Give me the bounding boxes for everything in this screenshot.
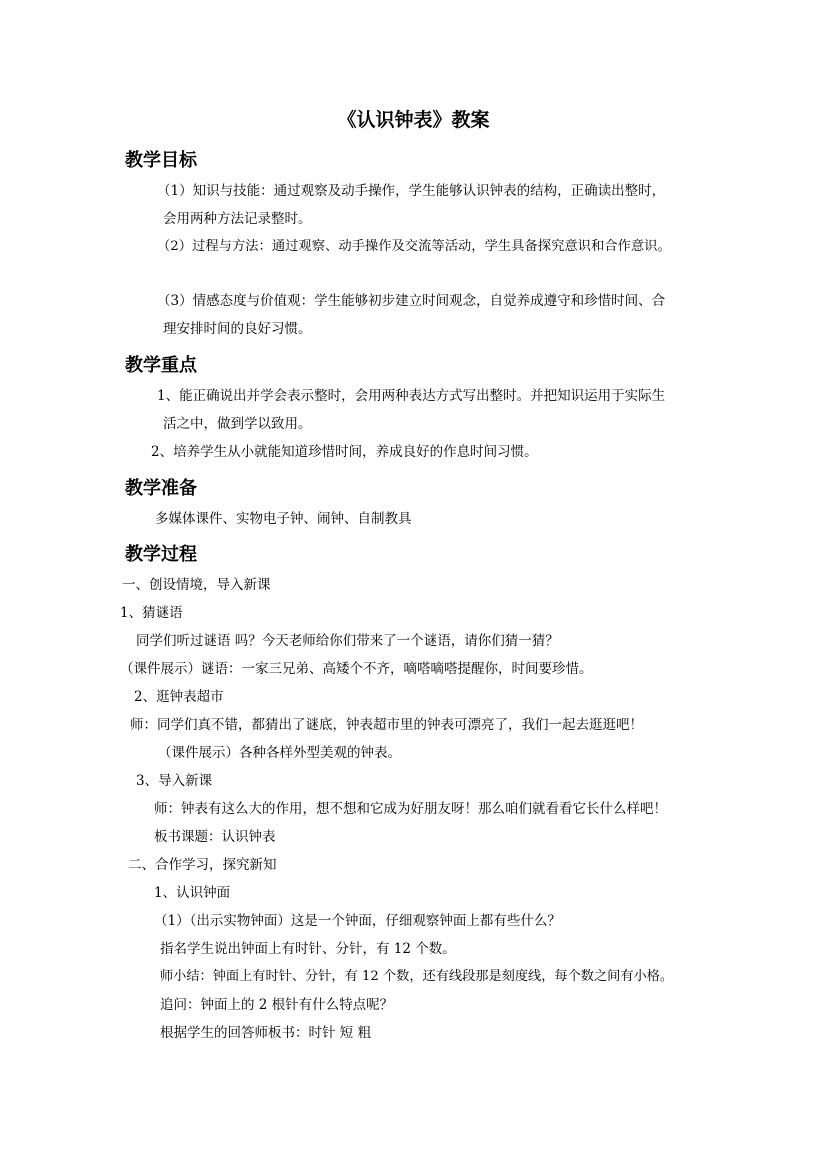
process-line-13: （1）（出示实物钟面）这是一个钟面，仔细观察钟面上都有些什么？ xyxy=(154,913,561,929)
document-title: 《认识钟表》教案 xyxy=(337,109,490,131)
heading-goals: 教学目标 xyxy=(125,150,197,171)
process-line-15: 师小结：钟面上有时针、分针，有 12 个数，还有线段那是刻度线，每个数之间有小格。 xyxy=(160,969,674,984)
process-line-4: （课件展示）谜语：一家三兄弟、高矮个不齐，嘀嗒嘀嗒提醒你，时间要珍惜。 xyxy=(120,661,593,677)
key-1-line-2: 活之中，做到学以致用。 xyxy=(163,416,312,432)
goal-3-line-1: （3）情感态度与价值观：学生能够初步建立时间观念，自觉养成遵守和珍惜时间、合 xyxy=(157,293,666,309)
goal-1-line-1: （1）知识与技能：通过观察及动手操作，学生能够认识钟表的结构，正确读出整时， xyxy=(157,183,666,199)
process-line-9: 师：钟表有这么大的作用，想不想和它成为好朋友呀！那么咱们就看看它长什么样吧！ xyxy=(154,801,667,817)
process-line-7: （课件展示）各种各样外型美观的钟表。 xyxy=(158,745,401,761)
process-line-2: 1、猜谜语 xyxy=(120,605,183,621)
goal-1-line-2: 会用两种方法记录整时。 xyxy=(163,211,312,227)
process-line-12: 1、认识钟面 xyxy=(154,885,231,901)
heading-key-points: 教学重点 xyxy=(125,355,197,376)
preparation-text: 多媒体课件、实物电子钟、闹钟、自制教具 xyxy=(155,511,412,527)
process-line-14: 指名学生说出钟面上有时针、分针，有 12 个数。 xyxy=(160,941,456,957)
process-line-11: 二、合作学习，探究新知 xyxy=(128,857,277,873)
process-line-16: 追问：钟面上的 2 根针有什么特点呢？ xyxy=(160,997,394,1013)
goal-3-line-2: 理安排时间的良好习惯。 xyxy=(163,321,312,337)
process-line-6: 师：同学们真不错，都猜出了谜底，钟表超市里的钟表可漂亮了，我们一起去逛逛吧！ xyxy=(130,717,643,733)
process-line-3: 同学们听过谜语 吗？今天老师给你们带来了一个谜语，请你们猜一猜？ xyxy=(136,633,559,649)
key-1-line-1: 1、能正确说出并学会表示整时，会用两种表达方式写出整时。并把知识运用于实际生 xyxy=(157,388,666,404)
heading-process: 教学过程 xyxy=(125,544,197,565)
process-line-8: 3、导入新课 xyxy=(136,773,213,789)
heading-preparation: 教学准备 xyxy=(125,478,197,499)
key-2: 2、培养学生从小就能知道珍惜时间，养成良好的作息时间习惯。 xyxy=(151,444,538,460)
process-line-17: 根据学生的回答师板书：时针 短 粗 xyxy=(160,1025,372,1041)
goal-2: （2）过程与方法：通过观察、动手操作及交流等活动，学生具备探究意识和合作意识。 xyxy=(157,239,671,254)
process-line-1: 一、创设情境，导入新课 xyxy=(122,577,271,593)
process-line-5: 2、逛钟表超市 xyxy=(134,689,224,705)
process-line-10: 板书课题：认识钟表 xyxy=(154,829,276,845)
